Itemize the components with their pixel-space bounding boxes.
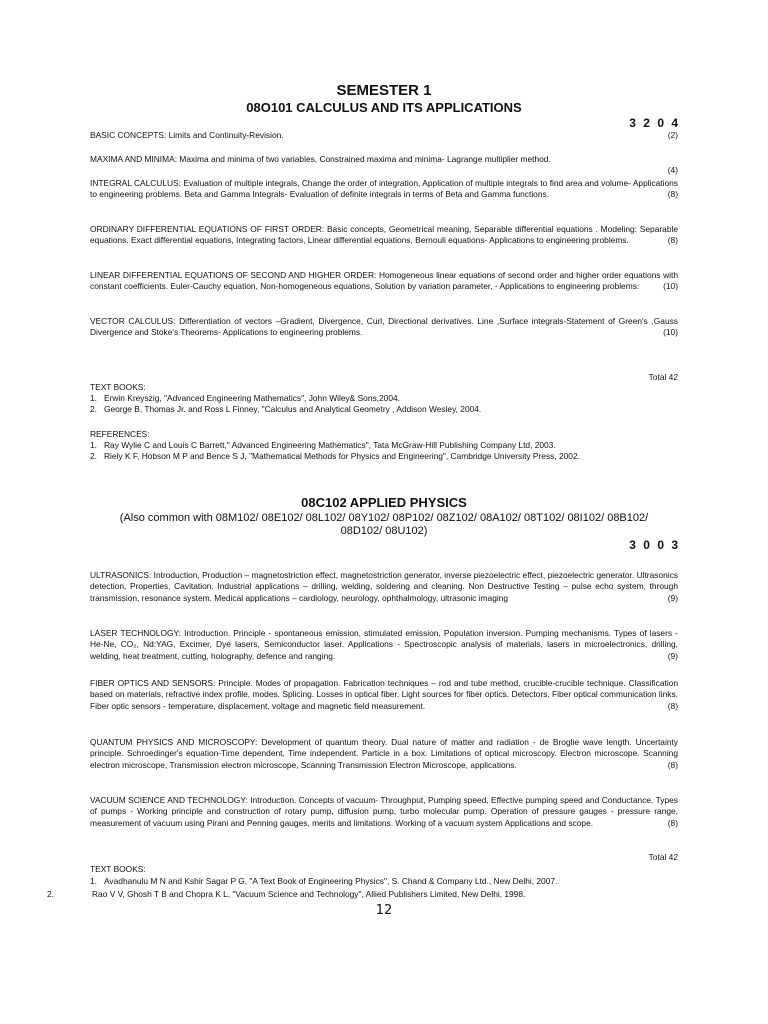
course1-module [90, 178, 678, 201]
course1-module [90, 270, 678, 293]
course2-also-common: (Also common with 08M102/ 08E102/ 08L102/ 08Y102/ 08P102/ 08Z102/ 08A102/ 08T102/ 08I102/ 08B102/ 08D102/ 08U102) [119, 512, 649, 537]
list-number: 2. [47, 889, 54, 899]
module-text: VECTOR CALCULUS: Differentiation of vectors –Gradient, Divergence, Curl, Directional derivatives. Line ,Surface integrals-Statement of Green's ,Gauss Divergence and Stoke's Theorems- Applications to engineering problems. [90, 316, 678, 338]
list-text: George B, Thomas Jr. and Ross L Finney, "Calculus and Analytical Geometry , Addison Wesley, 2004. [104, 403, 482, 414]
list-item [90, 404, 620, 415]
module-text: LASER TECHNOLOGY: Introduction. Principle - spontaneous emission, stimulated emission, Population inversion. Pumping mechanisms. Types of lasers - He-Ne, CO₂, Nd:YAG, Excimer, Dye lasers, Semiconductor laser. Applications - Spectroscopic analysis of materials, lasers in microelectronics, drilling, welding, heat treatment, cutting, holography, defence and ranging. [90, 628, 678, 661]
list-number: 1. [90, 440, 97, 450]
module-text: VACUUM SCIENCE AND TECHNOLOGY: Introduction. Concepts of vacuum- Throughput, Pumping speed, Effective pumping speed and Conductance. Types of pumps - Working principle and construction of rotary pump, diffusion pump, turbo molecular pump. Operation of pressure gauges - pressure range, measurement of vacuum using Pirani and Penning gauges, merits and limitations. Working of a vacuum system Applications and scope. [90, 795, 678, 828]
course2-textbooks-heading: TEXT BOOKS: [90, 864, 146, 874]
course1-module [90, 154, 678, 177]
course2-module [90, 678, 678, 712]
course1-module [90, 316, 678, 339]
module-text: ORDINARY DIFFERENTIAL EQUATIONS OF FIRST ORDER: Basic concepts, Geometrical meaning, Separable differential equations . Modeling: Separable equations. Exact differential equations, Integrating factors, Linear differential equations, Bernouli equations- Applications to engineering problems. [90, 224, 678, 246]
course2-title: 08C102 APPLIED PHYSICS [301, 495, 467, 510]
course1-textbooks-heading: TEXT BOOKS: [90, 382, 146, 392]
module-text: FIBER OPTICS AND SENSORS: Principle. Modes of propagation. Fabrication techniques – rod and tube method, crucible-crucible technique. Classification based on materials, refractive index profile, modes. Splicing. Losses in optical fiber. Light sources for fiber optics. Detectors. Fiber optical communication links. Fiber optic sensors - temperature, displacement, voltage and magnetic field measurement. [90, 678, 678, 711]
module-text: BASIC CONCEPTS: Limits and Continuity-Revision. [90, 130, 284, 140]
course2-module [90, 628, 678, 662]
course2-textbooks-list [90, 876, 680, 887]
module-hours: (10) [663, 327, 678, 338]
course1-module [90, 224, 678, 247]
course2-total: Total 42 [648, 852, 678, 862]
module-text: QUANTUM PHYSICS AND MICROSCOPY: Development of quantum theory. Dual nature of matter and radiation - de Broglie wave length. Uncertainty principle. Schroedinger's equation-Time dependent, Time independent. Particle in a box. Limitations of optical microscopy. Electron microscope. Scanning electron microscope, Transmission electron microscope, Scanning Transmission Electron Microscope, applications. [90, 737, 678, 770]
course1-total: Total 42 [648, 372, 678, 382]
list-text: Avadhanulu M N and Kshir Sagar P G, "A Text Book of Engineering Physics", S. Chand & Company Ltd., New Delhi, 2007. [104, 876, 558, 886]
list-number: 1. [90, 393, 97, 403]
semester-heading: SEMESTER 1 [336, 82, 432, 99]
page-number: 12 [375, 903, 393, 918]
module-hours: (8) [667, 817, 678, 828]
list-text: Riely K F, Hobson M P and Bence S J, "Mathematical Methods for Physics and Engineering", Cambridge University Press, 2002. [104, 450, 580, 461]
course1-references-heading: REFERENCES: [90, 429, 150, 439]
course1-credits: 3 2 0 4 [629, 116, 680, 130]
list-number: 1. [90, 876, 97, 886]
list-item [90, 393, 620, 404]
list-number: 2. [90, 403, 97, 414]
module-text: LINEAR DIFFERENTIAL EQUATIONS OF SECOND AND HIGHER ORDER: Homogeneous linear equations of second order and higher order equations with constant coefficients. Euler-Cauchy equation, Non-homogeneous equations, Solution by variation parameter, - Applications to engineering problems. [90, 270, 678, 292]
course2-module [90, 570, 678, 604]
module-hours: (8) [667, 700, 678, 711]
module-hours: (9) [667, 650, 678, 661]
course1-module [90, 130, 678, 141]
module-hours: (4) [667, 165, 678, 176]
list-text: Erwin Kreyszig, "Advanced Engineering Mathematics", John Wiley& Sons,2004. [104, 393, 400, 403]
module-hours: (2) [667, 130, 678, 140]
module-hours: (8) [667, 189, 678, 200]
module-hours: (10) [663, 281, 678, 292]
list-item [90, 876, 680, 887]
module-hours: (9) [667, 592, 678, 603]
course1-title: 08O101 CALCULUS AND ITS APPLICATIONS [246, 100, 522, 115]
course1-textbooks-list [90, 393, 620, 414]
list-item [90, 440, 600, 451]
module-hours: (8) [667, 759, 678, 770]
module-text: INTEGRAL CALCULUS: Evaluation of multiple integrals, Change the order of integration, Application of multiple integrals to find area and volume- Applications to engineering problems. Beta and Gamma Integrals- Evaluation of definite integrals in terms of Beta and Gamma functions. [90, 178, 678, 200]
course2-credits: 3 0 0 3 [629, 538, 680, 552]
course2-module [90, 795, 678, 829]
course2-module [90, 737, 678, 771]
module-text: MAXIMA AND MINIMA: Maxima and minima of two variables, Constrained maxima and minima- Lagrange multiplier method. [90, 154, 551, 164]
module-hours: (8) [667, 235, 678, 246]
list-number: 2. [90, 450, 97, 461]
module-text: ULTRASONICS: Introduction, Production – magnetostriction effect, magnetostriction generator, inverse piezoelectric effect, piezoelectric generator. Ultrasonics detection, Properties, Cavitation. Industrial applications – drilling, welding, soldering and cleaning. Non Destructive Testing – pulse echo system, through transmission, resonance system. Medical applications – cardiology, neurology, ophthalmology, ultrasonic imaging [90, 570, 678, 603]
course1-references-list [90, 440, 600, 461]
list-item [90, 451, 600, 462]
list-text: Rao V V, Ghosh T B and Chopra K L, "Vacuum Science and Technology", Allied Publishers Limited, New Delhi, 1998. [92, 889, 526, 899]
list-text: Ray Wylie C and Louis C Barrett," Advanced Engineering Mathematics", Tata McGraw-Hill Publishing Company Ltd, 2003. [104, 440, 556, 450]
